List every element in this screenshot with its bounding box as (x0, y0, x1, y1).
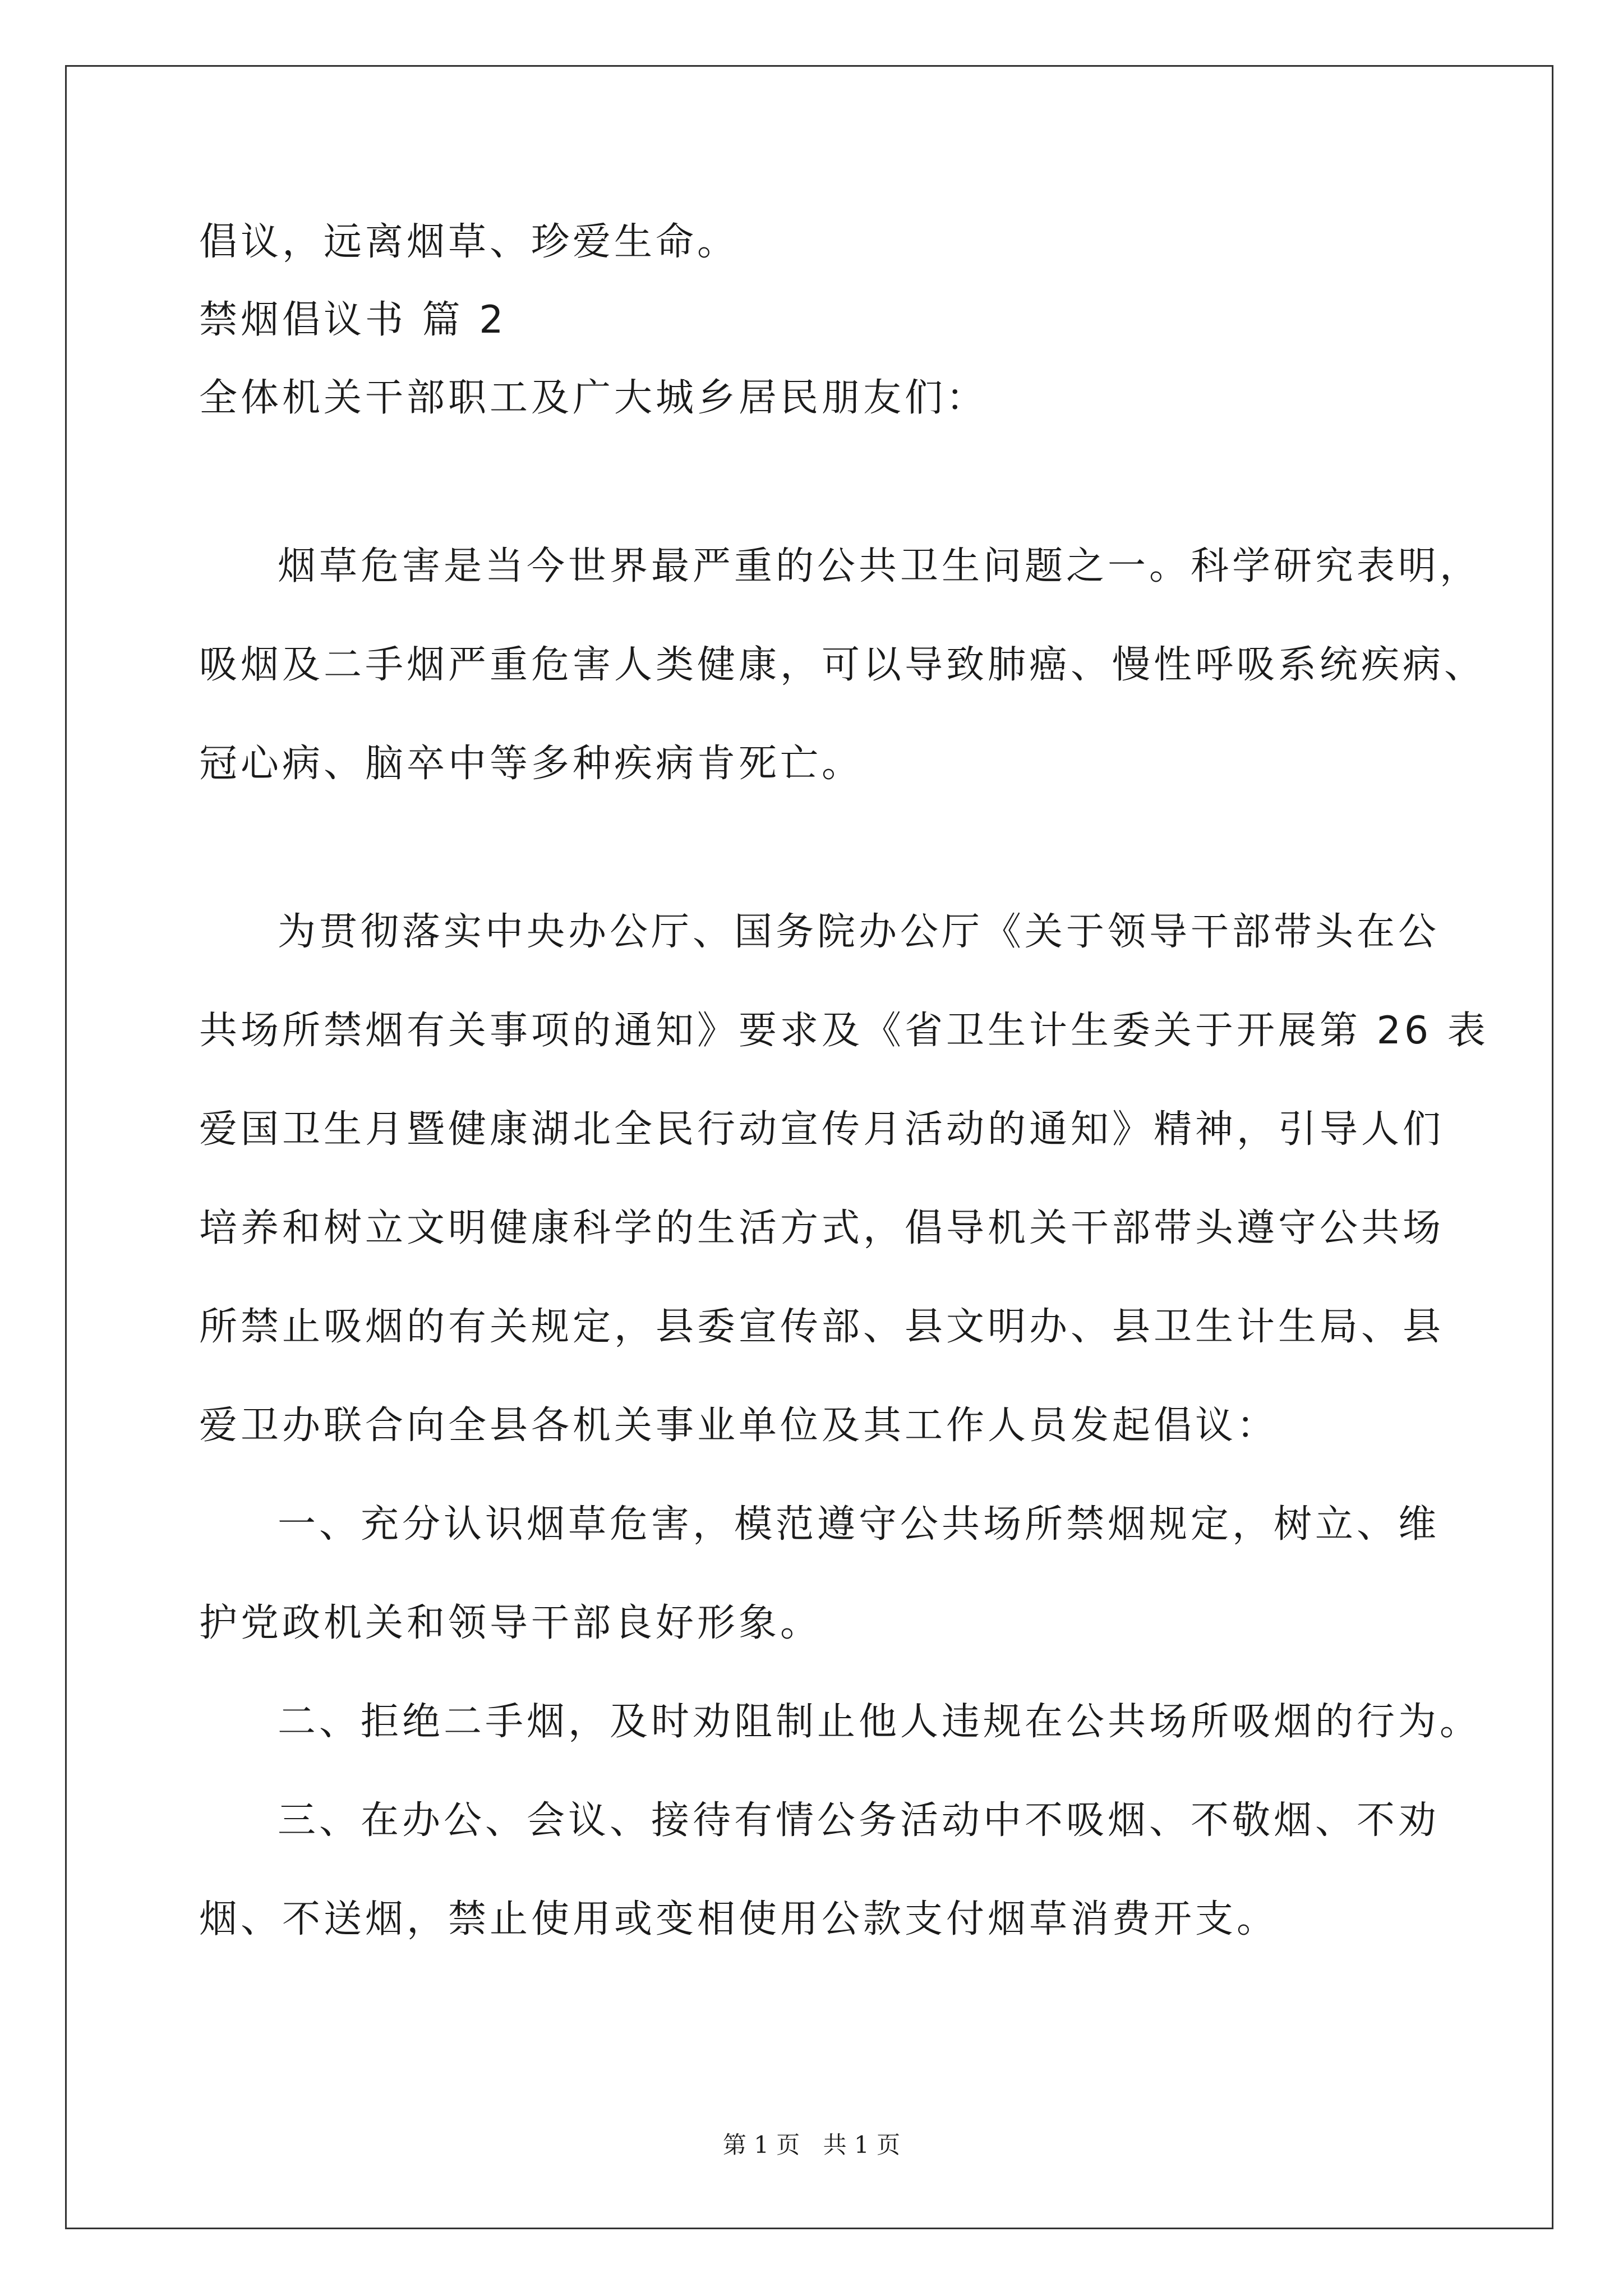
paragraph-line: 一、充分认识烟草危害，模范遵守公共场所禁烟规定，树立、维 (278, 1502, 1440, 1547)
page-number-total: 共 1 页 (823, 2131, 901, 2159)
paragraph-line: 烟、不送烟，禁止使用或变相使用公款支付烟草消费开支。 (199, 1897, 1279, 1941)
paragraph-line: 共场所禁烟有关事项的通知》要求及《省卫生计生委关于开展第 26 表 (199, 1009, 1489, 1053)
paragraph-line: 为贯彻落实中央办公厅、国务院办公厅《关于领导干部带头在公 (278, 910, 1440, 954)
paragraph-line: 二、拒绝二手烟，及时劝阻制止他人违规在公共场所吸烟的行为。 (278, 1700, 1482, 1744)
paragraph-line: 冠心病、脑卒中等多种疾病肯死亡。 (199, 742, 864, 786)
text-line: 倡议，远离烟草、珍爱生命。 (199, 220, 739, 264)
page-footer (0, 2128, 1623, 2162)
page-number-current: 第 1 页 (722, 2131, 800, 2159)
paragraph-line: 三、在办公、会议、接待有情公务活动中不吸烟、不敬烟、不劝 (278, 1798, 1440, 1843)
paragraph-line: 烟草危害是当今世界最严重的公共卫生问题之一。科学研究表明， (278, 544, 1482, 588)
paragraph-line: 护党政机关和领导干部良好形象。 (199, 1601, 822, 1645)
section-heading: 禁烟倡议书 篇 2 (199, 298, 507, 342)
paragraph-line: 吸烟及二手烟严重危害人类健康，可以导致肺癌、慢性呼吸系统疾病、 (199, 643, 1486, 687)
paragraph-line: 爱国卫生月暨健康湖北全民行动宣传月活动的通知》精神，引导人们 (199, 1107, 1445, 1152)
salutation: 全体机关干部职工及广大城乡居民朋友们： (199, 376, 988, 420)
paragraph-line: 爱卫办联合向全县各机关事业单位及其工作人员发起倡议： (199, 1404, 1279, 1448)
paragraph-line: 培养和树立文明健康科学的生活方式，倡导机关干部带头遵守公共场 (199, 1206, 1445, 1250)
paragraph-line: 所禁止吸烟的有关规定，县委宣传部、县文明办、县卫生计生局、县 (199, 1305, 1445, 1349)
